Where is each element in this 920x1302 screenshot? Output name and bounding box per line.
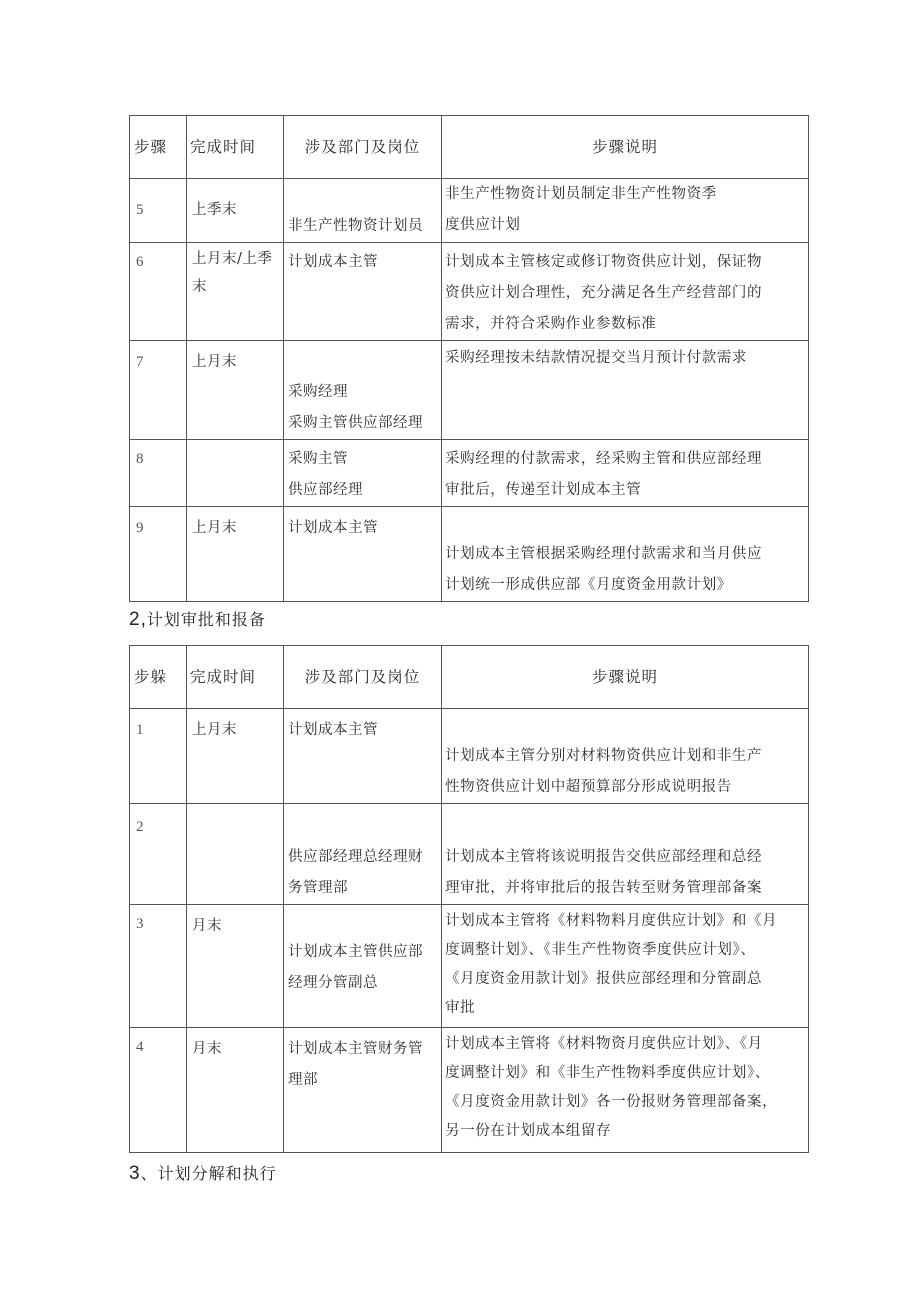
step-time: 上月末 <box>187 341 284 440</box>
step-time <box>187 440 284 507</box>
table-row <box>130 243 809 341</box>
step-time <box>187 804 284 905</box>
step-time: 上季末 <box>187 179 284 243</box>
header-desc: 步骤说明 <box>442 646 809 709</box>
steps-table-2 <box>129 645 809 1153</box>
table-row <box>130 1028 809 1153</box>
section-heading-2: 2,计划审批和报备 <box>129 609 266 630</box>
step-number: 2 <box>130 804 187 905</box>
step-time: 上月末 <box>187 709 284 804</box>
step-number: 8 <box>130 440 187 507</box>
step-desc: 计划成本主管将该说明报告交供应部经理和总经 理审批，并将审批后的报告转至财务管理部备案 <box>442 804 809 905</box>
header-dept: 涉及部门及岗位 <box>284 116 442 179</box>
table-row <box>130 179 809 243</box>
step-desc: 计划成本主管分别对材料物资供应计划和非生产 性物资供应计划中超预算部分形成说明报告 <box>442 709 809 804</box>
header-desc: 步骤说明 <box>442 116 809 179</box>
step-number: 5 <box>130 179 187 243</box>
step-number: 4 <box>130 1028 187 1153</box>
step-number: 6 <box>130 243 187 341</box>
table-row <box>130 341 809 440</box>
step-desc: 计划成本主管根据采购经理付款需求和当月供应 计划统一形成供应部《月度资金用款计划》 <box>442 507 809 602</box>
step-desc: 采购经理的付款需求，经采购主管和供应部经理 审批后，传递至计划成本主管 <box>442 440 809 507</box>
step-number: 3 <box>130 905 187 1028</box>
table-row <box>130 804 809 905</box>
step-desc: 采购经理按未结款情况提交当月预计付款需求 <box>442 341 809 440</box>
header-step: 步躲 <box>130 646 187 709</box>
step-desc: 非生产性物资计划员制定非生产性物资季 度供应计划 <box>442 179 809 243</box>
table-row <box>130 507 809 602</box>
step-dept: 计划成本主管供应部 经理分管副总 <box>284 905 442 1028</box>
step-number: 1 <box>130 709 187 804</box>
step-dept: 计划成本主管财务管 理部 <box>284 1028 442 1153</box>
header-dept: 涉及部门及岗位 <box>284 646 442 709</box>
step-desc: 计划成本主管将《材料物资月度供应计划》、《月 度调整计划》和《非生产性物料季度供应计划》、 《月度资金用款计划》各一份报财务管理部备案， 另一份在计划成本组留存 <box>442 1028 809 1153</box>
step-dept: 计划成本主管 <box>284 243 442 341</box>
step-time: 月末 <box>187 905 284 1028</box>
table-header-row <box>130 646 809 709</box>
step-number: 9 <box>130 507 187 602</box>
step-dept: 计划成本主管 <box>284 709 442 804</box>
step-time: 上月末 <box>187 507 284 602</box>
step-number: 7 <box>130 341 187 440</box>
header-time: 完成时间 <box>187 646 284 709</box>
table-row <box>130 440 809 507</box>
steps-table-1 <box>129 115 809 602</box>
step-dept: 采购经理 采购主管供应部经理 <box>284 341 442 440</box>
table-header-row <box>130 116 809 179</box>
step-dept: 采购主管 供应部经理 <box>284 440 442 507</box>
step-time: 上月末/上季末 <box>187 243 284 341</box>
table-row <box>130 905 809 1028</box>
step-desc: 计划成本主管核定或修订物资供应计划，保证物 资供应计划合理性，充分满足各生产经营部门的 需求，并符合采购作业参数标准 <box>442 243 809 341</box>
section-heading-3: 3、计划分解和执行 <box>129 1163 277 1184</box>
header-step: 步骤 <box>130 116 187 179</box>
step-time: 月末 <box>187 1028 284 1153</box>
table-row <box>130 709 809 804</box>
step-dept: 供应部经理总经理财 务管理部 <box>284 804 442 905</box>
step-dept: 非生产性物资计划员 <box>284 179 442 243</box>
step-dept: 计划成本主管 <box>284 507 442 602</box>
header-time: 完成时间 <box>187 116 284 179</box>
step-desc: 计划成本主管将《材料物料月度供应计划》和《月 度调整计划》、《非生产性物资季度供应计划》、 《月度资金用款计划》报供应部经理和分管副总 审批 <box>442 905 809 1028</box>
